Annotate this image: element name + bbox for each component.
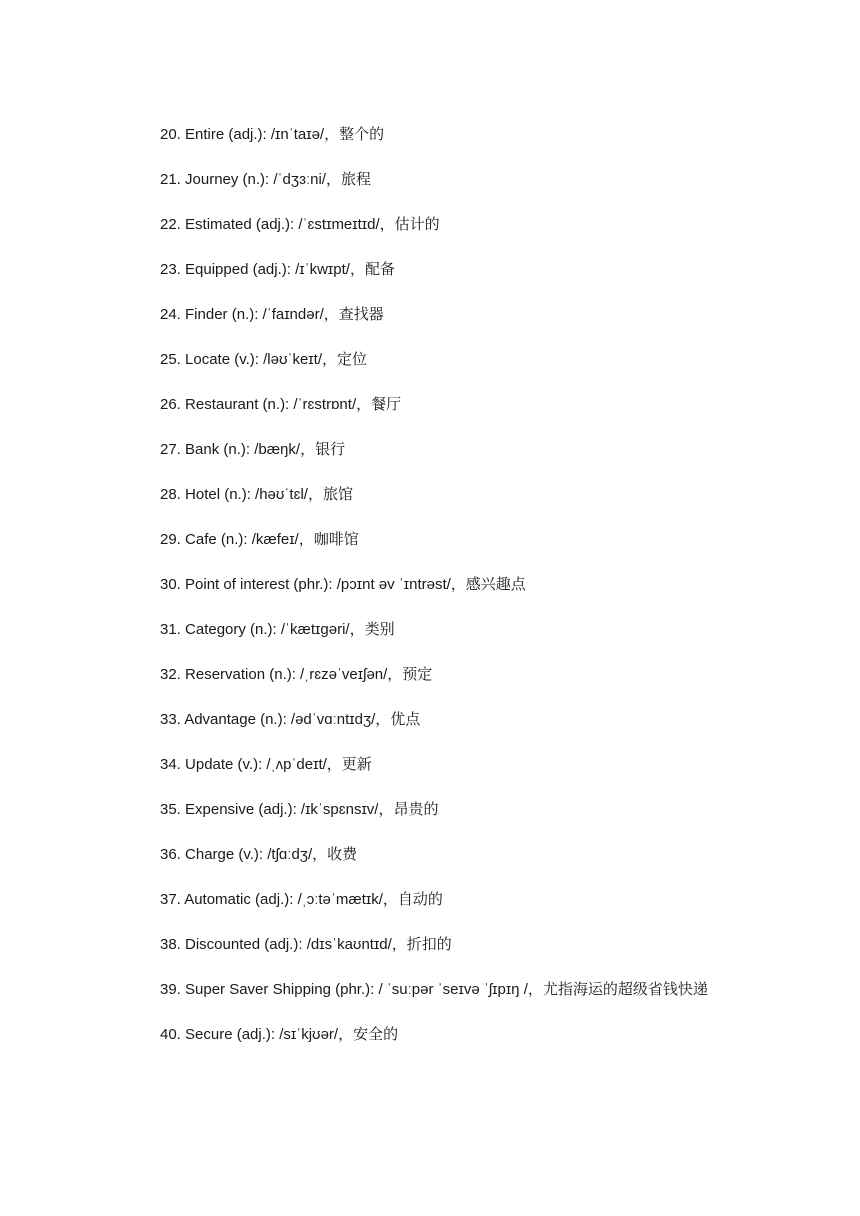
vocab-entry-reservation: 32. Reservation (n.): /ˌrɛzəˈveɪʃən/，预定: [160, 666, 433, 683]
vocab-entry-category: 31. Category (n.): /ˈkætɪgəri/，类别: [160, 621, 395, 638]
vocab-entry-equipped: 23. Equipped (adj.): /ɪˈkwɪpt/，配备: [160, 261, 395, 278]
vocab-entry-cafe: 29. Cafe (n.): /kæfeɪ/，咖啡馆: [160, 531, 359, 548]
vocab-entry-finder: 24. Finder (n.): /ˈfaɪndər/，查找器: [160, 306, 384, 323]
vocab-entry-estimated: 22. Estimated (adj.): /ˈɛstɪmeɪtɪd/，估计的: [160, 216, 440, 233]
vocab-entry-discounted: 38. Discounted (adj.): /dɪsˈkaʊntɪd/，折扣的: [160, 936, 452, 953]
vocab-entry-restaurant: 26. Restaurant (n.): /ˈrɛstrɒnt/，餐厅: [160, 396, 402, 413]
vocab-entry-point-of-interest: 30. Point of interest (phr.): /pɔɪnt əv ˈɪntrəst/，感兴趣点: [160, 576, 526, 593]
vocab-entry-hotel: 28. Hotel (n.): /həʊˈtɛl/，旅馆: [160, 486, 353, 503]
vocab-entry-automatic: 37. Automatic (adj.): /ˌɔːtəˈmætɪk/，自动的: [160, 891, 443, 908]
vocab-entry-super-saver-shipping: 39. Super Saver Shipping (phr.): / ˈsuːpər ˈseɪvə ˈʃɪpɪŋ /，尤指海运的超级省钱快递: [160, 981, 708, 998]
vocab-entry-journey: 21. Journey (n.): /ˈdʒɜːni/，旅程: [160, 171, 371, 188]
vocab-entry-secure: 40. Secure (adj.): /sɪˈkjʊər/，安全的: [160, 1026, 399, 1043]
vocab-entry-expensive: 35. Expensive (adj.): /ɪkˈspɛnsɪv/，昂贵的: [160, 801, 439, 818]
vocab-entry-advantage: 33. Advantage (n.): /ədˈvɑːntɪdʒ/，优点: [160, 711, 421, 728]
vocab-entry-locate: 25. Locate (v.): /ləʊˈkeɪt/，定位: [160, 351, 367, 368]
vocab-entry-update: 34. Update (v.): /ˌʌpˈdeɪt/，更新: [160, 756, 372, 773]
vocab-entry-charge: 36. Charge (v.): /tʃɑːdʒ/，收费: [160, 846, 358, 863]
vocab-entry-entire: 20. Entire (adj.): /ɪnˈtaɪə/，整个的: [160, 126, 385, 143]
vocabulary-list: [130, 112, 740, 1057]
vocab-entry-bank: 27. Bank (n.): /bæŋk/，银行: [160, 441, 346, 458]
